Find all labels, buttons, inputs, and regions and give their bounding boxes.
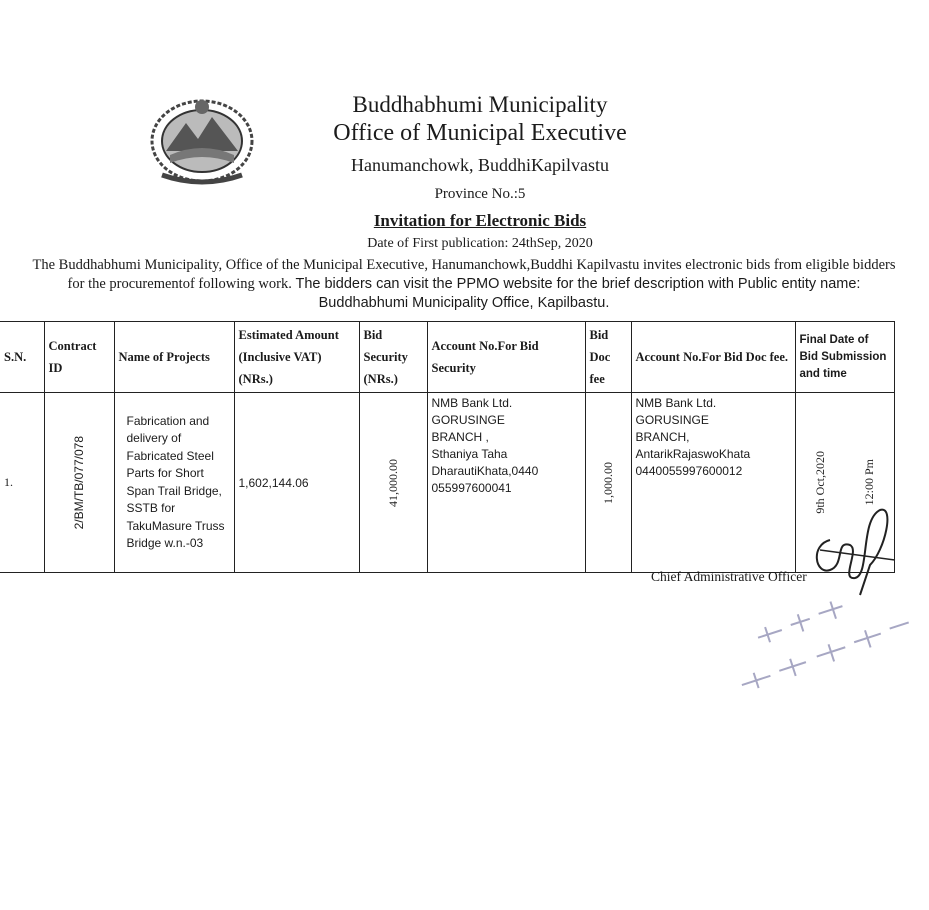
signatory-title: Chief Administrative Officer [651, 569, 807, 584]
intro-paragraph [30, 256, 898, 313]
header-project-name: Name of Projects [114, 322, 234, 393]
cell-estimated-amount: 1,602,144.06 [234, 393, 359, 573]
cell-account-security: NMB Bank Ltd. GORUSINGE BRANCH , Sthaniya Taha DharautiKhata,0440 055997600041 [427, 393, 585, 573]
cell-sn: 1. [0, 393, 44, 573]
intro-text-1: The Buddhabhumi Municipality, Office of the Municipal Executive, Hanumanchowk,Buddhi Kapilvastu invites electronic bids from eligible bidders for the procurementof following work. [32, 257, 896, 292]
cell-bid-security [359, 393, 427, 573]
table-row [0, 393, 894, 573]
office-name: Office of Municipal Executive [333, 120, 627, 146]
final-date-text: 9th Oct,2020 [812, 451, 827, 514]
table-header-row [0, 322, 894, 393]
address: Hanumanchowk, BuddhiKapilvastu [351, 155, 609, 175]
header-bid-security: Bid Security (NRs.) [359, 322, 427, 393]
header-sn: S.N. [0, 322, 44, 393]
cell-project-name: Fabrication and delivery of Fabricated Steel Parts for Short Span Trail Bridge, SSTB for TakuMasure Truss Bridge w.n.-03 [114, 393, 234, 573]
org-name: Buddhabhumi Municipality [352, 92, 608, 117]
cell-doc-fee [585, 393, 631, 573]
header-estimated-amount: Estimated Amount (Inclusive VAT) (NRs.) [234, 322, 359, 393]
doc-fee-text: 1,000.00 [600, 461, 615, 504]
contract-id-text: 2/BM/TB/077/078 [72, 435, 86, 530]
bids-table [0, 321, 895, 573]
province: Province No.:5 [434, 186, 526, 202]
official-stamp [700, 580, 929, 690]
cell-contract-id [44, 393, 114, 573]
notice-title: Invitation for Electronic Bids [373, 211, 587, 230]
header-doc-fee: Bid Doc fee [585, 322, 631, 393]
publication-date: Date of First publication: 24thSep, 2020 [367, 236, 593, 251]
cell-account-doc-fee: NMB Bank Ltd. GORUSINGE BRANCH, AntarikRajaswoKhata 0440055997600012 [631, 393, 795, 573]
header-final-date: Final Date of Bid Submission and time [795, 322, 894, 393]
final-time-text: 12:00 Pm [861, 459, 876, 506]
header-account-security: Account No.For Bid Security [427, 322, 585, 393]
intro-text-2: The bidders can visit the PPMO website for the brief description with Public entity name: Buddhabhumi Municipality Office, Kapilbastu. [295, 276, 861, 311]
header-account-doc-fee: Account No.For Bid Doc fee. [631, 322, 795, 393]
bid-security-text: 41,000.00 [385, 458, 400, 507]
header-contract-id: Contract ID [44, 322, 114, 393]
